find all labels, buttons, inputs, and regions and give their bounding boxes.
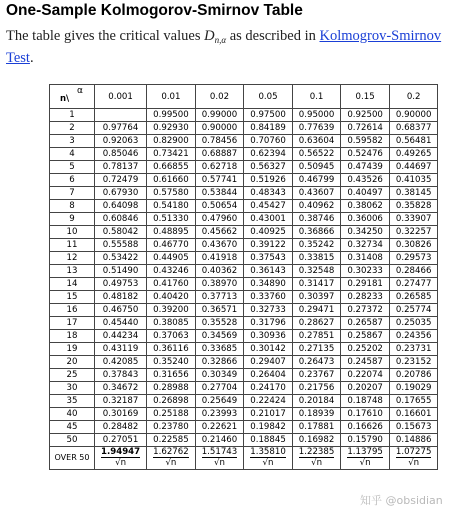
critical-value-cell: 0.43607 [292, 187, 341, 200]
critical-value-cell: 0.34250 [341, 226, 390, 239]
critical-value-cell: 0.22424 [244, 395, 293, 408]
critical-value-cell: 0.82900 [147, 135, 196, 148]
critical-value-cell: 0.54180 [147, 200, 196, 213]
critical-value-cell: 0.38085 [147, 317, 196, 330]
table-row [50, 187, 438, 200]
over-50-cell [95, 447, 147, 470]
sqrt-n: √n [262, 458, 274, 468]
critical-value-cell: 0.41035 [389, 174, 438, 187]
critical-value-cell: 0.40497 [341, 187, 390, 200]
n-cell: 20 [50, 356, 95, 369]
critical-value-cell: 0.25202 [341, 343, 390, 356]
critical-value-cell: 0.68887 [195, 148, 244, 161]
critical-value-cell: 0.16601 [389, 408, 438, 421]
table-row [50, 174, 438, 187]
critical-value-cell: 0.15790 [341, 434, 390, 447]
critical-value-cell: 0.41918 [195, 252, 244, 265]
alpha-header: 0.15 [341, 85, 390, 109]
table-row [50, 148, 438, 161]
table-row [50, 382, 438, 395]
critical-value-cell: 0.30397 [292, 291, 341, 304]
n-cell: 2 [50, 122, 95, 135]
critical-value-cell: 0.31656 [147, 369, 196, 382]
critical-value-cell: 0.31796 [244, 317, 293, 330]
critical-value-cell: 0.43246 [147, 265, 196, 278]
critical-value-cell: 0.90000 [195, 122, 244, 135]
over-50-numerator: 1.07275 [395, 447, 432, 457]
critical-value-cell: 0.34672 [95, 382, 147, 395]
critical-value-cell: 0.46770 [147, 239, 196, 252]
over-50-numerator: 1.13795 [347, 447, 383, 457]
critical-value-cell: 0.70760 [244, 135, 293, 148]
table-row [50, 434, 438, 447]
critical-value-cell: 0.62394 [244, 148, 293, 161]
intro-text-end: . [29, 50, 34, 66]
critical-value-cell: 0.50945 [292, 161, 341, 174]
corner-cell [50, 85, 95, 109]
critical-value-cell: 0.39200 [147, 304, 196, 317]
critical-value-cell: 0.14886 [389, 434, 438, 447]
critical-value-cell: 0.32548 [292, 265, 341, 278]
table-row [50, 252, 438, 265]
intro-paragraph [6, 27, 468, 67]
critical-value-cell: 0.15673 [389, 421, 438, 434]
table-row [50, 161, 438, 174]
critical-value-cell: 0.39122 [244, 239, 293, 252]
critical-value-cell: 0.44905 [147, 252, 196, 265]
critical-value-cell: 0.45440 [95, 317, 147, 330]
critical-value-cell: 0.47960 [195, 213, 244, 226]
critical-value-cell: 0.36143 [244, 265, 293, 278]
critical-value-cell: 0.27135 [292, 343, 341, 356]
critical-value-cell: 0.31417 [292, 278, 341, 291]
critical-value-cell: 0.92063 [95, 135, 147, 148]
critical-value-cell: 0.42085 [95, 356, 147, 369]
table-row [50, 213, 438, 226]
table-row [50, 200, 438, 213]
critical-value-cell: 0.67930 [95, 187, 147, 200]
n-cell: 7 [50, 187, 95, 200]
critical-value-cell: 0.44697 [389, 161, 438, 174]
critical-value-cell: 0.40962 [292, 200, 341, 213]
critical-value-cell: 0.92500 [341, 109, 390, 122]
critical-value-cell: 0.36116 [147, 343, 196, 356]
critical-value-cell: 0.85046 [95, 148, 147, 161]
over-50-numerator: 1.94947 [101, 447, 141, 457]
critical-value-cell: 0.27477 [389, 278, 438, 291]
alpha-header: 0.01 [147, 85, 196, 109]
critical-value-cell: 0.29407 [244, 356, 293, 369]
alpha-header: 0.05 [244, 85, 293, 109]
alpha-header: 0.001 [95, 85, 147, 109]
n-axis-label: n\ [60, 94, 70, 104]
page-title: One-Sample Kolmogorov-Smirnov Table [6, 2, 303, 19]
critical-value-cell: 0.72479 [95, 174, 147, 187]
alpha-header: 0.1 [292, 85, 341, 109]
critical-value-cell: 0.56327 [244, 161, 293, 174]
critical-value-cell: 0.99000 [195, 109, 244, 122]
critical-value-cell: 0.18939 [292, 408, 341, 421]
critical-value-cell: 0.51490 [95, 265, 147, 278]
table-row [50, 265, 438, 278]
critical-value-cell: 0.99500 [147, 109, 196, 122]
table-row [50, 343, 438, 356]
critical-value-cell: 0.25649 [195, 395, 244, 408]
critical-value-cell: 0.32733 [244, 304, 293, 317]
critical-value-cell: 0.27051 [95, 434, 147, 447]
sqrt-n: √n [311, 458, 323, 468]
critical-value-cell: 0.29181 [341, 278, 390, 291]
table-row [50, 356, 438, 369]
n-cell: 13 [50, 265, 95, 278]
critical-value-cell: 0.30169 [95, 408, 147, 421]
critical-value-cell: 0.31408 [341, 252, 390, 265]
over-50-numerator: 1.62762 [153, 447, 189, 457]
critical-value-cell: 0.32734 [341, 239, 390, 252]
critical-value-cell: 0.37063 [147, 330, 196, 343]
critical-value-cell: 0.27851 [292, 330, 341, 343]
table-row [50, 239, 438, 252]
over-50-cell [389, 447, 438, 470]
watermark-text: 知乎 @obsidian [360, 494, 443, 507]
critical-value-cell: 0.45427 [244, 200, 293, 213]
table-row [50, 291, 438, 304]
critical-value-cell: 0.23780 [147, 421, 196, 434]
n-cell: 1 [50, 109, 95, 122]
critical-value-cell: 0.38145 [389, 187, 438, 200]
critical-value-cell [95, 109, 147, 122]
n-cell: 40 [50, 408, 95, 421]
critical-value-cell: 0.18748 [341, 395, 390, 408]
critical-value-cell: 0.57580 [147, 187, 196, 200]
critical-value-cell: 0.21756 [292, 382, 341, 395]
critical-value-cell: 0.27372 [341, 304, 390, 317]
critical-value-cell: 0.77639 [292, 122, 341, 135]
critical-value-cell: 0.47439 [341, 161, 390, 174]
critical-value-cell: 0.38970 [195, 278, 244, 291]
critical-value-cell: 0.35240 [147, 356, 196, 369]
critical-value-cell: 0.38062 [341, 200, 390, 213]
n-cell: 5 [50, 161, 95, 174]
critical-value-cell: 0.62718 [195, 161, 244, 174]
critical-value-cell: 0.28466 [389, 265, 438, 278]
critical-value-cell: 0.48343 [244, 187, 293, 200]
critical-value-cell: 0.20207 [341, 382, 390, 395]
critical-value-cell: 0.33907 [389, 213, 438, 226]
critical-value-cell: 0.19029 [389, 382, 438, 395]
critical-value-cell: 0.32187 [95, 395, 147, 408]
critical-value-cell: 0.23993 [195, 408, 244, 421]
critical-value-cell: 0.38746 [292, 213, 341, 226]
critical-value-cell: 0.21017 [244, 408, 293, 421]
critical-value-cell: 0.41760 [147, 278, 196, 291]
critical-value-cell: 0.37713 [195, 291, 244, 304]
critical-value-cell: 0.57741 [195, 174, 244, 187]
n-cell: 17 [50, 317, 95, 330]
critical-value-cell: 0.34569 [195, 330, 244, 343]
critical-value-cell: 0.53422 [95, 252, 147, 265]
table-row [50, 369, 438, 382]
critical-value-cell: 0.43526 [341, 174, 390, 187]
n-cell: 8 [50, 200, 95, 213]
critical-value-cell: 0.24587 [341, 356, 390, 369]
table-row [50, 135, 438, 148]
d-subscript: n,α [214, 35, 227, 45]
over-50-label: OVER 50 [50, 447, 95, 470]
critical-value-cell: 0.23767 [292, 369, 341, 382]
critical-value-cell: 0.46750 [95, 304, 147, 317]
critical-value-cell: 0.49753 [95, 278, 147, 291]
critical-value-cell: 0.20184 [292, 395, 341, 408]
critical-value-cell: 0.30826 [389, 239, 438, 252]
n-cell: 9 [50, 213, 95, 226]
critical-value-cell: 0.24356 [389, 330, 438, 343]
intro-text-after: as described in [226, 28, 320, 44]
critical-value-cell: 0.84189 [244, 122, 293, 135]
critical-value-cell: 0.30936 [244, 330, 293, 343]
critical-value-cell: 0.95000 [292, 109, 341, 122]
critical-value-cell: 0.48182 [95, 291, 147, 304]
critical-value-cell: 0.25867 [341, 330, 390, 343]
n-cell: 4 [50, 148, 95, 161]
sqrt-n: √n [165, 458, 177, 468]
critical-value-cell: 0.45662 [195, 226, 244, 239]
critical-value-cell: 0.28988 [147, 382, 196, 395]
over-50-numerator: 1.22385 [298, 447, 335, 457]
table-row [50, 122, 438, 135]
critical-value-cell: 0.25035 [389, 317, 438, 330]
critical-value-cell: 0.56481 [389, 135, 438, 148]
critical-value-cell: 0.28233 [341, 291, 390, 304]
critical-value-cell: 0.18845 [244, 434, 293, 447]
critical-value-cell: 0.25188 [147, 408, 196, 421]
critical-value-cell: 0.22585 [147, 434, 196, 447]
sqrt-n: √n [214, 458, 225, 468]
sqrt-n: √n [408, 458, 420, 468]
n-cell: 18 [50, 330, 95, 343]
critical-value-cell: 0.20786 [389, 369, 438, 382]
critical-value-cell: 0.36006 [341, 213, 390, 226]
critical-value-cell: 0.59582 [341, 135, 390, 148]
critical-value-cell: 0.26473 [292, 356, 341, 369]
critical-value-cell: 0.60846 [95, 213, 147, 226]
sqrt-n: √n [115, 458, 127, 468]
critical-value-cell: 0.36571 [195, 304, 244, 317]
critical-value-cell: 0.29471 [292, 304, 341, 317]
critical-value-cell: 0.46799 [292, 174, 341, 187]
critical-value-cell: 0.33760 [244, 291, 293, 304]
critical-value-cell: 0.21460 [195, 434, 244, 447]
critical-value-cell: 0.34890 [244, 278, 293, 291]
n-cell: 11 [50, 239, 95, 252]
critical-value-cell: 0.37843 [95, 369, 147, 382]
critical-value-cell: 0.28482 [95, 421, 147, 434]
critical-value-cell: 0.52476 [341, 148, 390, 161]
n-cell: 19 [50, 343, 95, 356]
critical-value-cell: 0.23731 [389, 343, 438, 356]
critical-value-cell: 0.66855 [147, 161, 196, 174]
over-50-cell [292, 447, 341, 470]
critical-value-cell: 0.73421 [147, 148, 196, 161]
critical-value-cell: 0.29573 [389, 252, 438, 265]
over-50-numerator: 1.51743 [201, 447, 238, 457]
over-50-cell [147, 447, 196, 470]
critical-value-cell: 0.30233 [341, 265, 390, 278]
critical-value-cell: 0.40362 [195, 265, 244, 278]
critical-value-cell: 0.97500 [244, 109, 293, 122]
critical-value-cell: 0.61660 [147, 174, 196, 187]
table-row [50, 395, 438, 408]
ks-test-link[interactable]: Kolmogrov-Smirnov Test [6, 28, 442, 66]
critical-value-cell: 0.64098 [95, 200, 147, 213]
critical-value-cell: 0.17881 [292, 421, 341, 434]
table-row [50, 304, 438, 317]
critical-value-cell: 0.33815 [292, 252, 341, 265]
critical-value-cell: 0.35242 [292, 239, 341, 252]
critical-value-cell: 0.53844 [195, 187, 244, 200]
critical-value-cell: 0.78137 [95, 161, 147, 174]
over-50-cell [341, 447, 390, 470]
critical-value-cell: 0.48895 [147, 226, 196, 239]
critical-value-cell: 0.19842 [244, 421, 293, 434]
n-cell: 30 [50, 382, 95, 395]
over-50-numerator: 1.35810 [250, 447, 286, 457]
n-cell: 15 [50, 291, 95, 304]
n-cell: 45 [50, 421, 95, 434]
critical-value-cell: 0.22621 [195, 421, 244, 434]
alpha-axis-label: α [77, 86, 83, 96]
critical-value-cell: 0.51926 [244, 174, 293, 187]
n-cell: 35 [50, 395, 95, 408]
sqrt-n: √n [359, 458, 371, 468]
over-50-cell [195, 447, 244, 470]
n-cell: 16 [50, 304, 95, 317]
critical-value-cell: 0.37543 [244, 252, 293, 265]
critical-value-cell: 0.28627 [292, 317, 341, 330]
critical-value-cell: 0.26404 [244, 369, 293, 382]
alpha-header: 0.2 [389, 85, 438, 109]
critical-value-cell: 0.63604 [292, 135, 341, 148]
intro-text: The table gives the critical values [6, 28, 205, 44]
n-cell: 6 [50, 174, 95, 187]
critical-value-cell: 0.50654 [195, 200, 244, 213]
critical-value-cell: 0.78456 [195, 135, 244, 148]
critical-value-cell: 0.40420 [147, 291, 196, 304]
table-row [50, 421, 438, 434]
critical-value-cell: 0.36866 [292, 226, 341, 239]
n-cell: 12 [50, 252, 95, 265]
table-row [50, 408, 438, 421]
critical-value-cell: 0.58042 [95, 226, 147, 239]
critical-value-cell: 0.43670 [195, 239, 244, 252]
critical-value-cell: 0.35528 [195, 317, 244, 330]
critical-values-table [49, 84, 438, 470]
critical-value-cell: 0.26898 [147, 395, 196, 408]
critical-value-cell: 0.44234 [95, 330, 147, 343]
critical-value-cell: 0.72614 [341, 122, 390, 135]
n-cell: 3 [50, 135, 95, 148]
critical-value-cell: 0.24170 [244, 382, 293, 395]
critical-value-cell: 0.17655 [389, 395, 438, 408]
critical-value-cell: 0.16982 [292, 434, 341, 447]
critical-value-cell: 0.27704 [195, 382, 244, 395]
table-row [50, 109, 438, 122]
table-row [50, 330, 438, 343]
critical-value-cell: 0.43001 [244, 213, 293, 226]
critical-value-cell: 0.97764 [95, 122, 147, 135]
critical-value-cell: 0.17610 [341, 408, 390, 421]
n-cell: 50 [50, 434, 95, 447]
critical-value-cell: 0.30142 [244, 343, 293, 356]
critical-value-cell: 0.49265 [389, 148, 438, 161]
over-50-row [50, 447, 438, 470]
critical-value-cell: 0.32866 [195, 356, 244, 369]
n-cell: 14 [50, 278, 95, 291]
critical-value-cell: 0.26585 [389, 291, 438, 304]
n-cell: 10 [50, 226, 95, 239]
critical-value-cell: 0.26587 [341, 317, 390, 330]
critical-value-cell: 0.16626 [341, 421, 390, 434]
critical-value-cell: 0.51330 [147, 213, 196, 226]
critical-value-cell: 0.43119 [95, 343, 147, 356]
critical-value-cell: 0.32257 [389, 226, 438, 239]
critical-value-cell: 0.30349 [195, 369, 244, 382]
critical-value-cell: 0.23152 [389, 356, 438, 369]
critical-value-cell: 0.25774 [389, 304, 438, 317]
table-row [50, 278, 438, 291]
critical-value-cell: 0.55588 [95, 239, 147, 252]
critical-value-cell: 0.35828 [389, 200, 438, 213]
table-row [50, 317, 438, 330]
n-cell: 25 [50, 369, 95, 382]
critical-value-cell: 0.68377 [389, 122, 438, 135]
header-row [50, 85, 438, 109]
over-50-cell [244, 447, 293, 470]
critical-value-cell: 0.22074 [341, 369, 390, 382]
critical-value-cell: 0.92930 [147, 122, 196, 135]
d-symbol: D [204, 28, 215, 44]
critical-value-cell: 0.90000 [389, 109, 438, 122]
table-row [50, 226, 438, 239]
critical-value-cell: 0.33685 [195, 343, 244, 356]
critical-value-cell: 0.56522 [292, 148, 341, 161]
critical-value-cell: 0.40925 [244, 226, 293, 239]
alpha-header: 0.02 [195, 85, 244, 109]
